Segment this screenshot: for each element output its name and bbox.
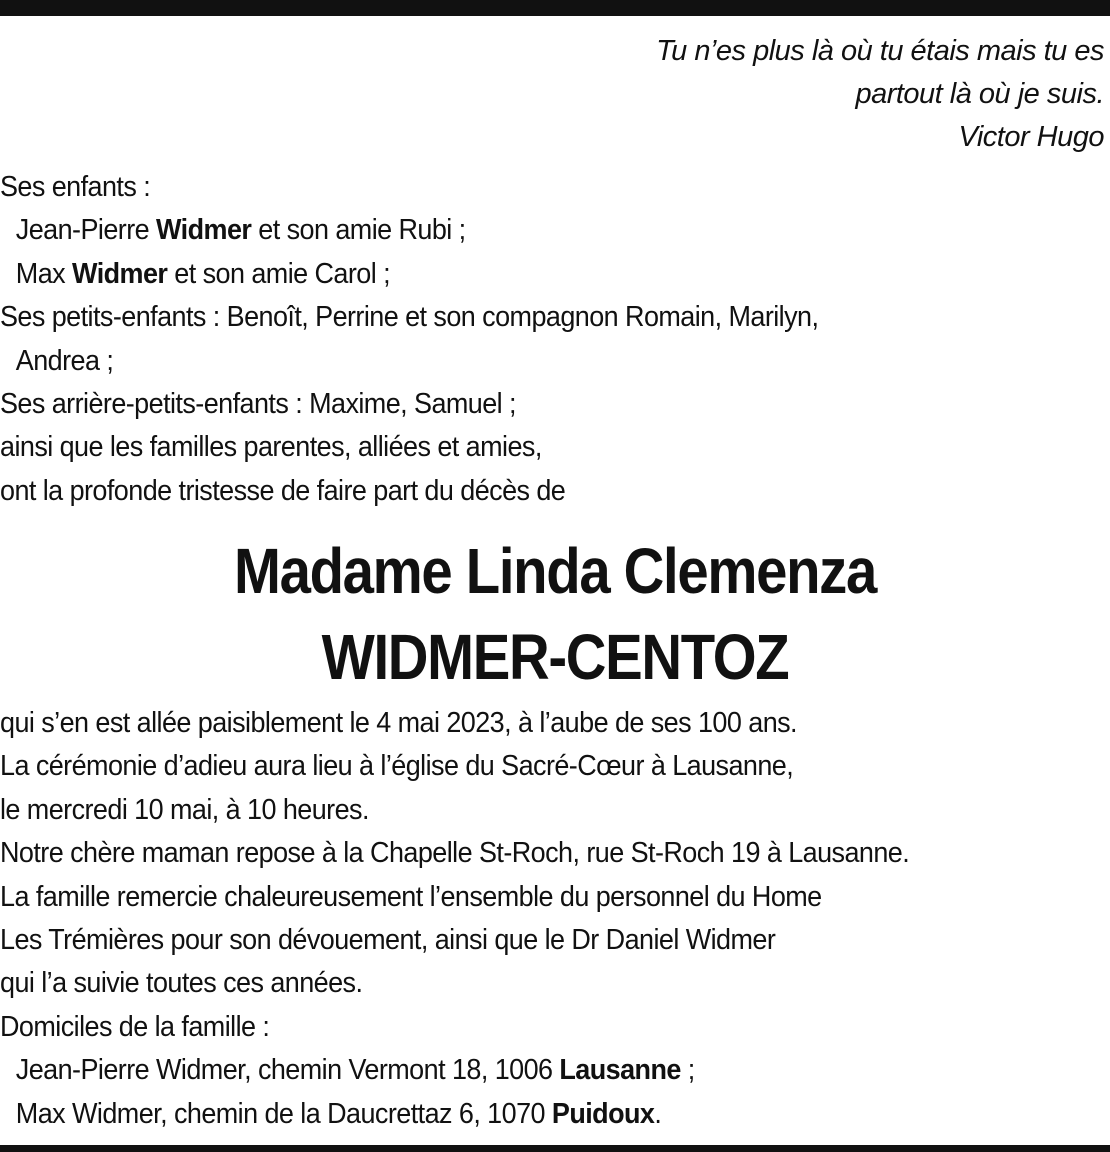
quote-line-1: Tu n’es plus là où tu étais mais tu es bbox=[656, 35, 1104, 67]
grandchildren-line-2: Andrea ; bbox=[15, 344, 114, 377]
child-1-first-name: Jean-Pierre bbox=[15, 214, 157, 247]
deceased-name bbox=[0, 528, 1110, 700]
quote-author: Victor Hugo bbox=[958, 121, 1104, 153]
domicile-1 bbox=[0, 1049, 909, 1092]
bottom-border-rule bbox=[0, 1145, 1110, 1152]
ceremony-line-2: le mercredi 10 mai, à 10 heures. bbox=[0, 793, 369, 826]
children-heading: Ses enfants : bbox=[0, 171, 151, 203]
child-1-surname: Widmer bbox=[156, 214, 252, 247]
deceased-name-line-2: WIDMER-CENTOZ bbox=[321, 621, 789, 693]
great-grandchildren: Ses arrière-petits-enfants : Maxime, Samuel ; bbox=[0, 388, 516, 421]
rests-line: Notre chère maman repose à la Chapelle St-Roch, rue St-Roch 19 à Lausanne. bbox=[0, 837, 910, 870]
thanks-line-1: La famille remercie chaleureusement l’ensemble du personnel du Home bbox=[0, 880, 822, 913]
domicile-1-address: Jean-Pierre Widmer, chemin Vermont 18, 1006 bbox=[15, 1054, 560, 1087]
thanks-line-3: qui l’a suivie toutes ces années. bbox=[0, 967, 363, 1000]
family-section bbox=[0, 166, 818, 513]
thanks-line-2: Les Trémières pour son dévouement, ainsi que le Dr Daniel Widmer bbox=[0, 924, 776, 957]
domicile-2-end: . bbox=[654, 1097, 662, 1130]
grandchildren-line-1: Ses petits-enfants : Benoît, Perrine et son compagnon Romain, Marilyn, bbox=[0, 301, 819, 334]
announcement-line: ont la profonde tristesse de faire part du décès de bbox=[0, 474, 566, 507]
domicile-2-address: Max Widmer, chemin de la Daucrettaz 6, 1070 bbox=[15, 1097, 552, 1130]
child-2 bbox=[0, 253, 818, 296]
child-2-partner: et son amie Carol ; bbox=[167, 257, 391, 290]
domiciles-heading: Domiciles de la famille : bbox=[0, 1010, 270, 1043]
passing-line: qui s’en est allée paisiblement le 4 mai 2023, à l’aube de ses 100 ans. bbox=[0, 707, 797, 739]
child-1 bbox=[0, 209, 818, 252]
ceremony-line-1: La cérémonie d’adieu aura lieu à l’église du Sacré-Cœur à Lausanne, bbox=[0, 750, 794, 783]
domicile-2 bbox=[0, 1093, 909, 1136]
relatives-line: ainsi que les familles parentes, alliées et amies, bbox=[0, 431, 542, 464]
details-section bbox=[0, 702, 909, 1136]
child-2-surname: Widmer bbox=[72, 257, 168, 290]
domicile-1-city: Lausanne bbox=[559, 1054, 681, 1087]
quote-line-2: partout là où je suis. bbox=[855, 78, 1104, 110]
deceased-name-line-1: Madame Linda Clemenza bbox=[233, 535, 877, 607]
domicile-1-end: ; bbox=[680, 1054, 695, 1087]
child-2-first-name: Max bbox=[15, 257, 73, 290]
epigraph-quote bbox=[656, 30, 1104, 159]
domicile-2-city: Puidoux bbox=[551, 1097, 655, 1130]
top-border-rule bbox=[0, 0, 1110, 16]
child-1-partner: et son amie Rubi ; bbox=[251, 214, 466, 247]
